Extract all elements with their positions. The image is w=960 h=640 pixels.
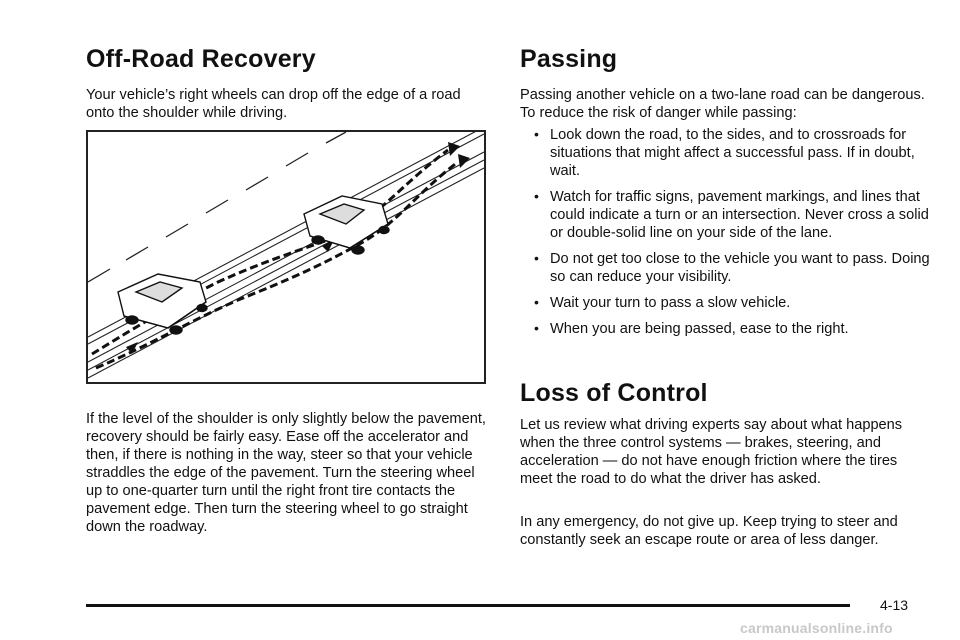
heading-loss-of-control: Loss of Control: [520, 379, 708, 407]
off-road-recovery-paragraph: If the level of the shoulder is only slightly below the pavement, recovery should be fairly easy. Ease off the accelerator and then, if there is nothing in the way, steer so that your vehicle straddles the edge of the pavement. Turn the steering wheel up to one-quarter turn until the right front tire contacts the pavement edge. Then turn the steering wheel to go straight down the roadway.: [86, 411, 486, 535]
bullet-icon: •: [534, 294, 539, 310]
car-rear: [118, 274, 207, 334]
heading-passing: Passing: [520, 45, 618, 73]
list-item: • Look down the road, to the sides, and to crossroads for situations that might affect a successful pass. If in doubt, wait.: [534, 126, 915, 179]
passing-intro-paragraph: Passing another vehicle on a two-lane road can be dangerous. To reduce the risk of danger while passing:: [520, 87, 925, 121]
loss-of-control-paragraph-1: Let us review what driving experts say about what happens when the three control systems — brakes, steering, and acceleration — do not have enough friction where the tires meet the road to do what the driver has asked.: [520, 417, 903, 487]
watermark: carmanualsonline.info: [740, 620, 893, 636]
center-dashed-line: [88, 132, 346, 282]
loss-of-control-paragraph-2: In any emergency, do not give up. Keep trying to steer and constantly seek an escape route or area of less danger.: [520, 514, 898, 548]
list-item: • Wait your turn to pass a slow vehicle.: [534, 294, 791, 311]
footer-rule: [86, 604, 850, 607]
bullet-icon: •: [534, 320, 539, 336]
page-number: 4-13: [880, 597, 909, 613]
bullet-icon: •: [534, 188, 539, 204]
list-item: • Do not get too close to the vehicle you want to pass. Doing so can reduce your visibility.: [534, 250, 930, 285]
off-road-recovery-illustration: [86, 130, 486, 384]
off-road-intro-paragraph: Your vehicle’s right wheels can drop off the edge of a road onto the shoulder while driving.: [86, 87, 461, 121]
passing-bullet-list: [520, 126, 930, 346]
road-diagram: [88, 132, 484, 382]
list-item: • When you are being passed, ease to the right.: [534, 320, 849, 337]
list-item: • Watch for traffic signs, pavement markings, and lines that could indicate a turn or an intersection. Never cross a solid or double-solid line on your side of the lane.: [534, 188, 929, 241]
recovery-path: [92, 150, 458, 368]
heading-off-road-recovery: Off-Road Recovery: [86, 45, 316, 73]
bullet-icon: •: [534, 126, 539, 142]
car-front: [304, 196, 389, 254]
bullet-icon: •: [534, 250, 539, 266]
